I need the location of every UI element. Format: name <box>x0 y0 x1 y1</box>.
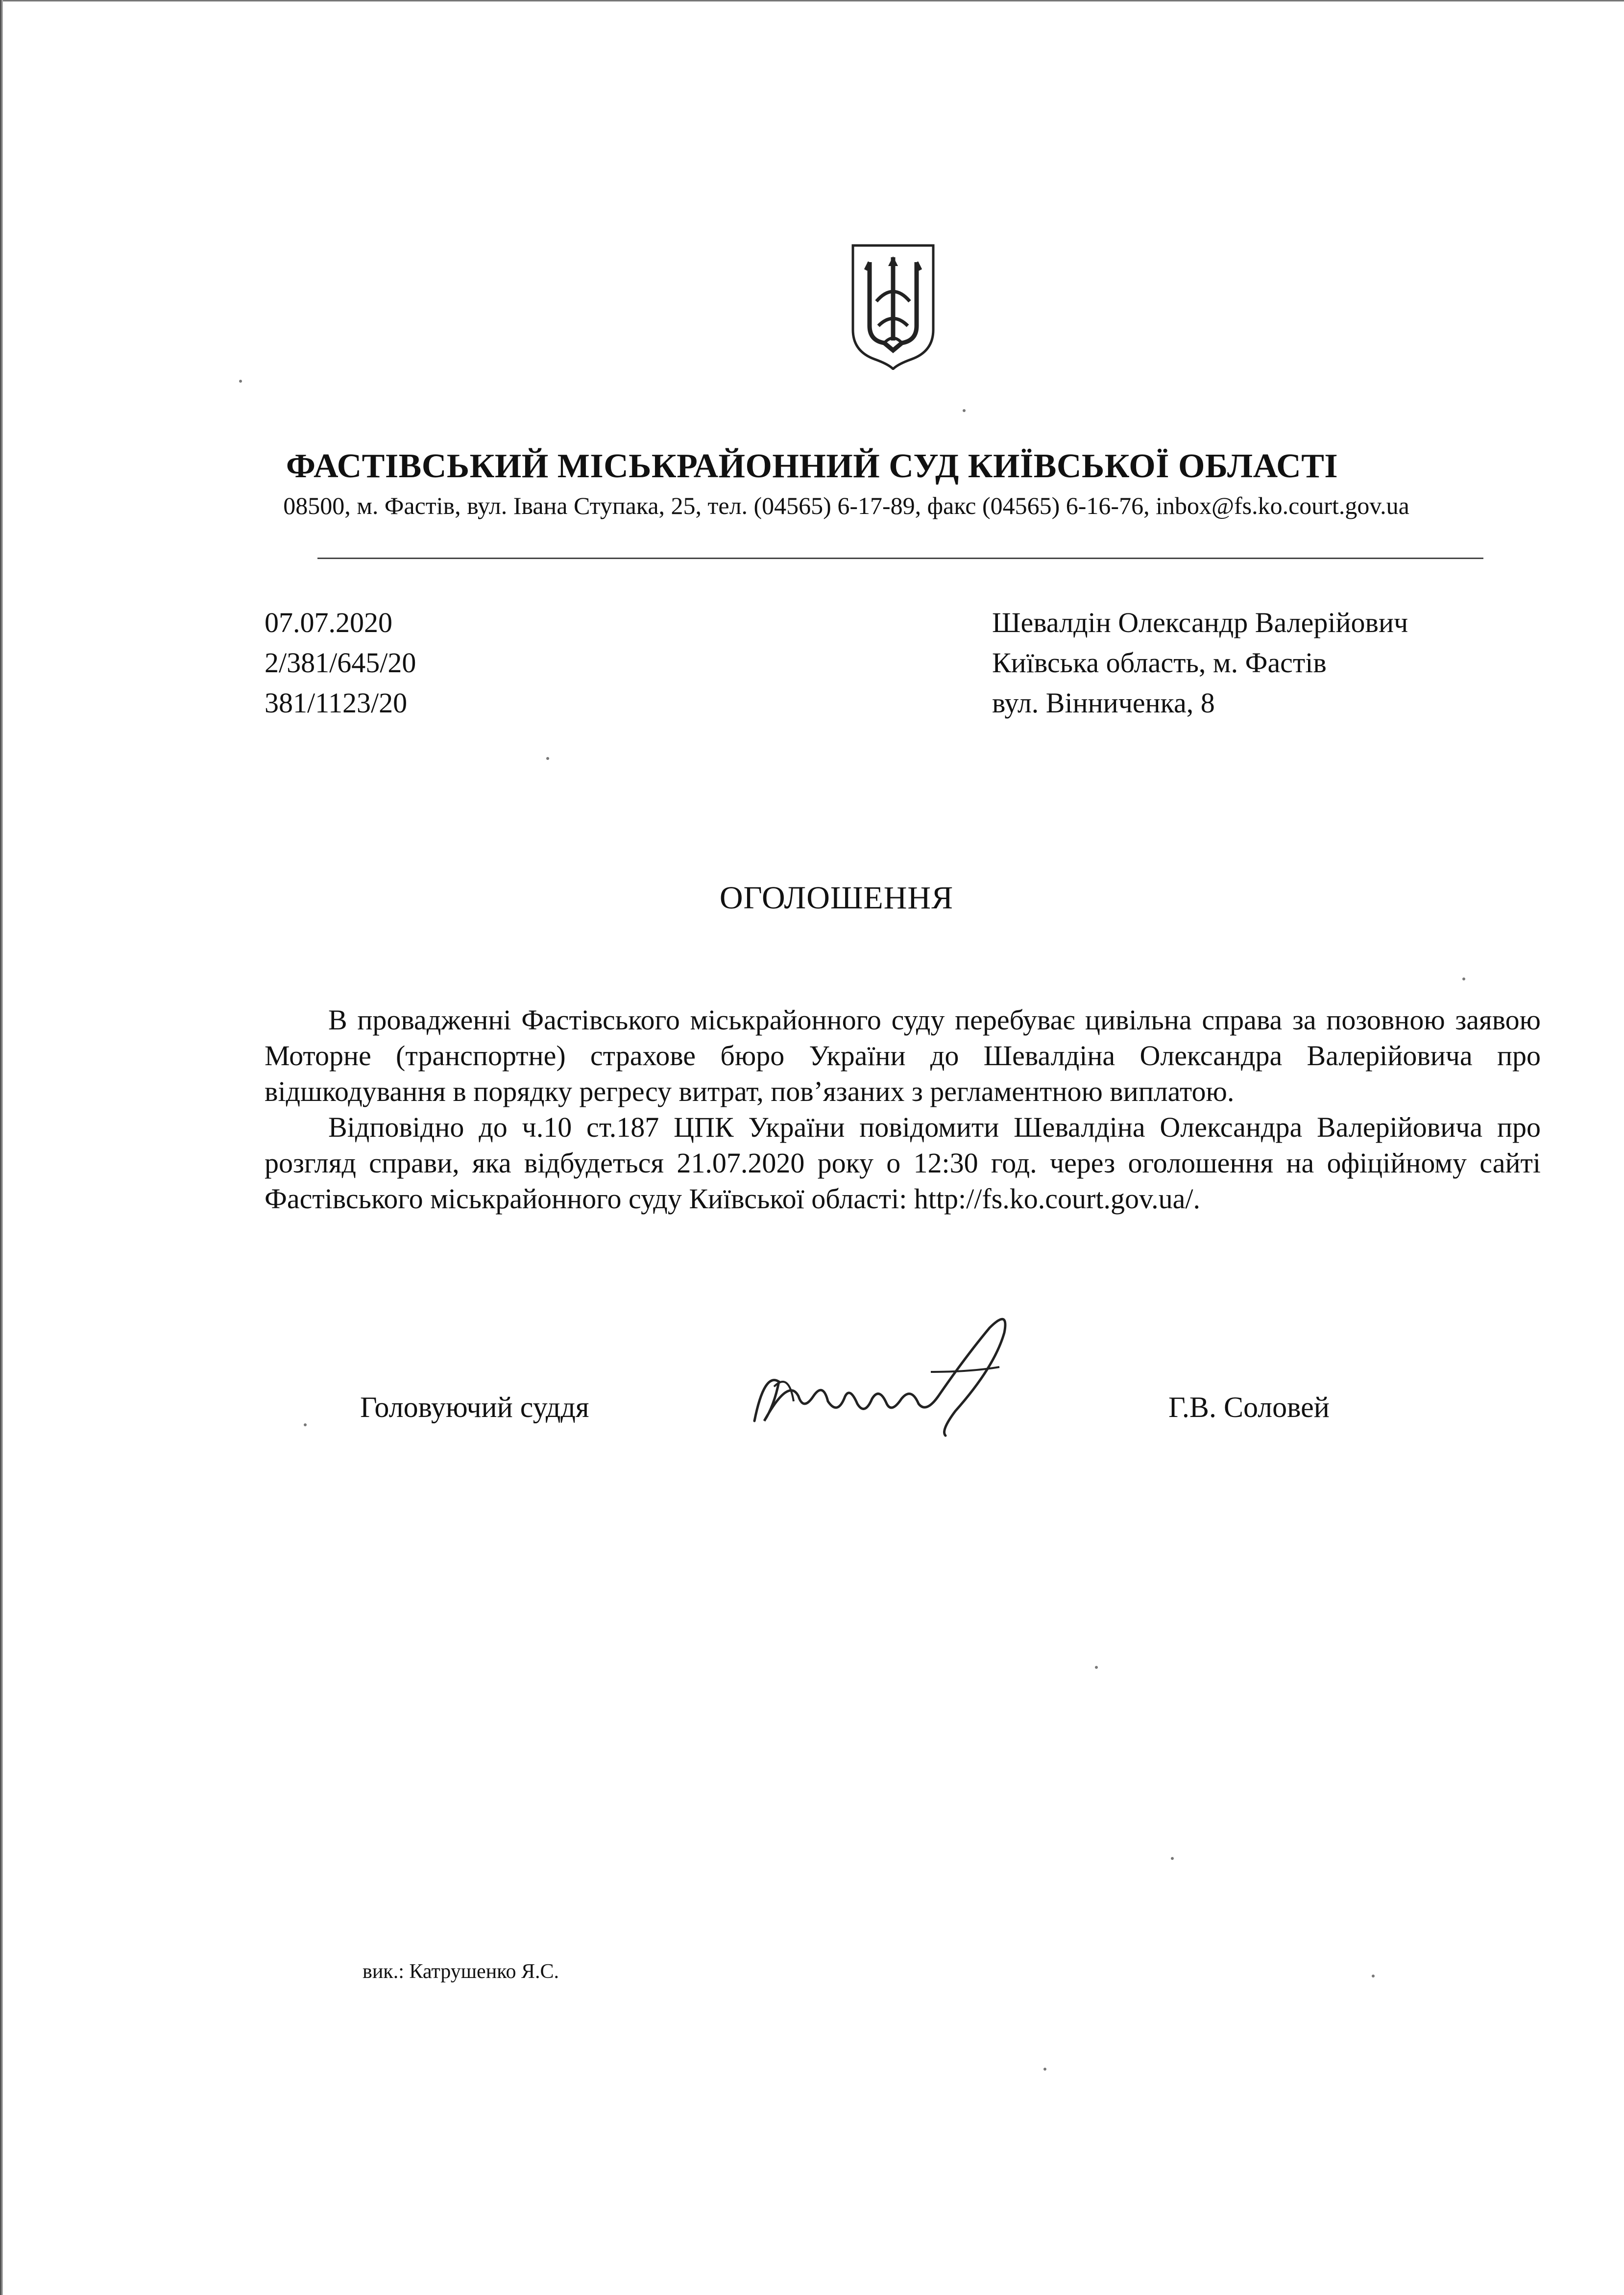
scan-speck <box>546 757 549 760</box>
scan-speck <box>239 380 242 383</box>
scan-speck <box>304 1423 307 1426</box>
scan-speck <box>1462 977 1465 980</box>
addressee-street: вул. Вінниченка, 8 <box>992 687 1215 719</box>
court-contacts: 08500, м. Фастів, вул. Івана Ступака, 25, тел. (04565) 6-17-89, факс (04565) 6-16-76, inbox@fs.ko.court.gov.ua <box>283 492 1409 519</box>
court-name: ФАСТІВСЬКИЙ МІСЬКРАЙОННИЙ СУД КИЇВСЬКОЇ ОБЛАСТІ <box>286 447 1338 485</box>
registration-number: 381/1123/20 <box>265 687 408 719</box>
scan-speck <box>963 409 966 412</box>
notice-body <box>265 1002 1541 1217</box>
letter-date: 07.07.2020 <box>265 607 392 638</box>
scan-speck <box>1171 1857 1174 1860</box>
header-divider <box>317 558 1483 559</box>
addressee-name: Шевалдін Олександр Валерійович <box>992 607 1408 638</box>
handwritten-signature <box>745 1298 1019 1445</box>
scan-speck <box>1095 1666 1098 1669</box>
scan-speck <box>1372 1975 1375 1978</box>
signatory-name: Г.В. Соловей <box>1168 1391 1330 1423</box>
notice-title: ОГОЛОШЕННЯ <box>719 880 954 916</box>
trident-coat-of-arms-icon <box>849 243 937 370</box>
executor-note: вик.: Катрушенко Я.С. <box>363 1960 559 1983</box>
scan-speck <box>1043 2068 1046 2071</box>
signatory-role: Головуючий суддя <box>360 1391 589 1423</box>
reference-block <box>265 603 416 723</box>
scan-left-edge <box>0 0 3 2295</box>
addressee-block <box>992 603 1408 723</box>
scan-top-edge <box>0 0 1624 5</box>
notice-paragraph-2: Відповідно до ч.10 ст.187 ЦПК України повідомити Шевалдіна Олександра Валерійовича про розгляд справи, яка відбудеться 21.07.2020 року о 12:30 год. через оголошення на офіційному сайті Фастівського міськрайонного суду Київської області: http://fs.ko.court.gov.ua/. <box>265 1111 1541 1215</box>
case-number: 2/381/645/20 <box>265 647 416 679</box>
notice-paragraph-1: В провадженні Фастівського міськрайонного суду перебуває цивільна справа за позовною заявою Моторне (транспортне) страхове бюро України до Шевалдіна Олександра Валерійовича про відшкодування в порядку регресу витрат, пов’язаних з регламентною виплатою. <box>265 1004 1541 1107</box>
addressee-region: Київська область, м. Фастів <box>992 647 1327 679</box>
